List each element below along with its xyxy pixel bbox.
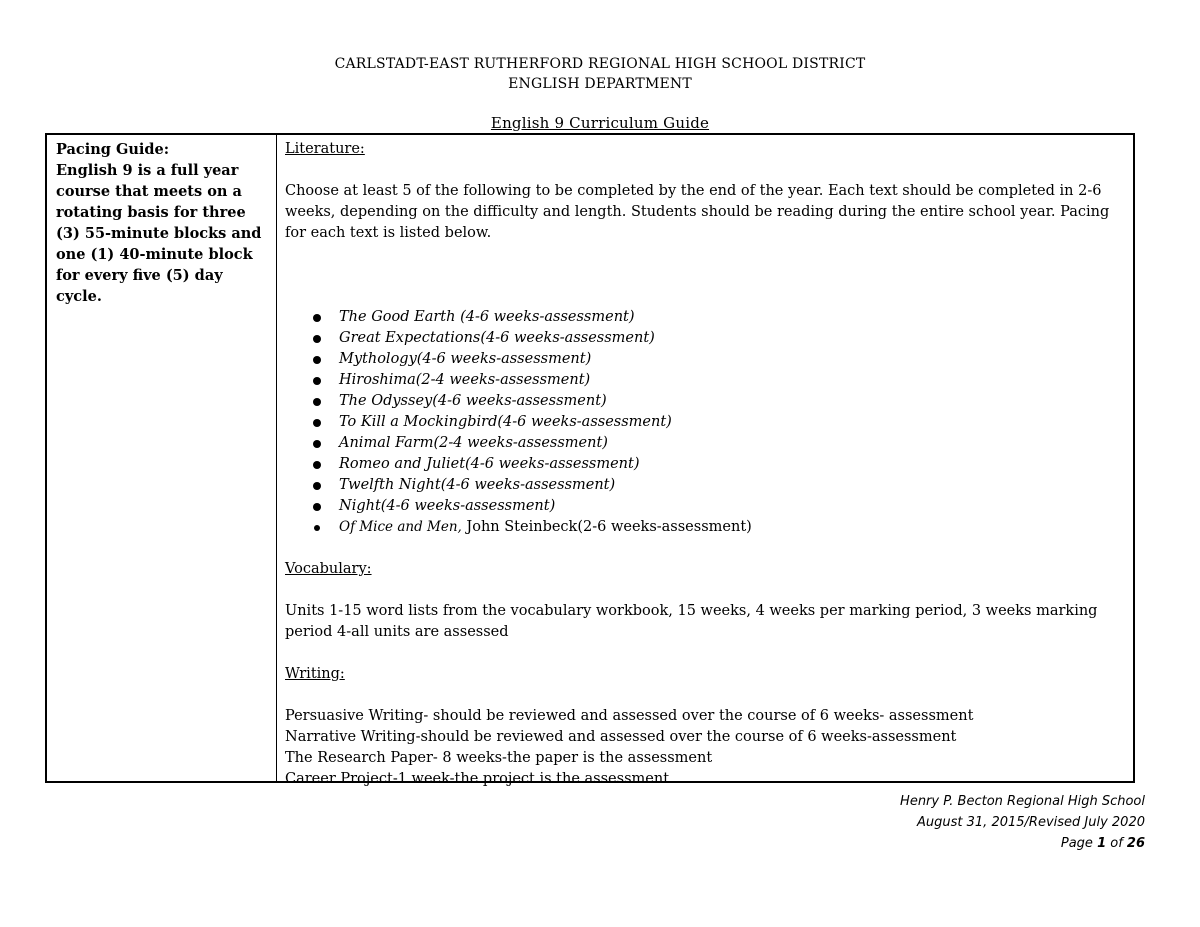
writing-title: Writing: xyxy=(285,666,345,682)
list-item: Twelfth Night(4-6 weeks-assessment) xyxy=(315,475,1125,496)
bullet-icon xyxy=(313,461,321,469)
curriculum-table xyxy=(45,133,1135,787)
bullet-icon xyxy=(313,398,321,406)
bullet-icon xyxy=(313,419,321,427)
bullet-icon xyxy=(314,525,320,531)
vocabulary-text: Units 1-15 word lists from the vocabulary workbook, 15 weeks, 4 weeks per marking period, 3 weeks marking period 4-all units are assessed xyxy=(285,603,1098,640)
literature-intro: Choose at least 5 of the following to be completed by the end of the year. Each text should be completed in 2-6 weeks, depending on the difficulty and length. Students should be reading during the entire school year. Pacing for each text is listed below. xyxy=(285,183,1110,241)
list-item: Mythology(4-6 weeks-assessment) xyxy=(315,349,1125,370)
pacing-guide-cell xyxy=(56,139,272,307)
district-header: CARLSTADT-EAST RUTHERFORD REGIONAL HIGH SCHOOL DISTRICT xyxy=(334,56,866,72)
pacing-guide-text: English 9 is a full year course that meets on a rotating basis for three (3) 55-minute blocks and one (1) 40-minute block for every five (5) day cycle. xyxy=(56,162,262,305)
bullet-icon xyxy=(313,356,321,364)
department-header: ENGLISH DEPARTMENT xyxy=(508,76,692,92)
list-item: The Odyssey(4-6 weeks-assessment) xyxy=(315,391,1125,412)
literature-title: Literature: xyxy=(285,141,365,157)
bullet-icon xyxy=(313,440,321,448)
book-title: Of Mice and Men, xyxy=(339,519,462,535)
guide-title: English 9 Curriculum Guide xyxy=(490,114,710,132)
bullet-icon xyxy=(313,314,321,322)
list-item: To Kill a Mockingbird(4-6 weeks-assessment) xyxy=(315,412,1125,433)
list-item: Hiroshima(2-4 weeks-assessment) xyxy=(315,370,1125,391)
list-item: Animal Farm(2-4 weeks-assessment) xyxy=(315,433,1125,454)
writing-line: Persuasive Writing- should be reviewed and assessed over the course of 6 weeks- assessment xyxy=(285,708,974,724)
bullet-icon xyxy=(313,377,321,385)
bullet-icon xyxy=(313,482,321,490)
current-page: 1 xyxy=(1097,836,1107,851)
footer-school: Henry P. Becton Regional High School xyxy=(900,794,1145,809)
bullet-icon xyxy=(313,335,321,343)
list-item: Great Expectations(4-6 weeks-assessment) xyxy=(315,328,1125,349)
writing-line: Career Project-1 week-the project is the assessment xyxy=(285,771,670,787)
page-number: Page 1 of 26 xyxy=(1060,836,1145,851)
writing-line: Narrative Writing-should be reviewed and assessed over the course of 6 weeks-assessment xyxy=(285,729,957,745)
book-list xyxy=(285,307,1125,538)
list-item: Night(4-6 weeks-assessment) xyxy=(315,496,1125,517)
list-item: Romeo and Juliet(4-6 weeks-assessment) xyxy=(315,454,1125,475)
bullet-icon xyxy=(313,503,321,511)
footer-date: August 31, 2015/Revised July 2020 xyxy=(917,815,1145,830)
pacing-guide-title: Pacing Guide: xyxy=(56,141,170,158)
total-pages: 26 xyxy=(1126,836,1145,851)
vocabulary-title: Vocabulary: xyxy=(285,561,372,577)
list-item xyxy=(315,517,1125,538)
list-item: The Good Earth (4-6 weeks-assessment) xyxy=(315,307,1125,328)
writing-line: The Research Paper- 8 weeks-the paper is the assessment xyxy=(285,750,713,766)
book-detail: John Steinbeck(2-6 weeks-assessment) xyxy=(461,519,752,535)
content-cell xyxy=(285,139,1125,790)
column-divider xyxy=(276,135,277,781)
